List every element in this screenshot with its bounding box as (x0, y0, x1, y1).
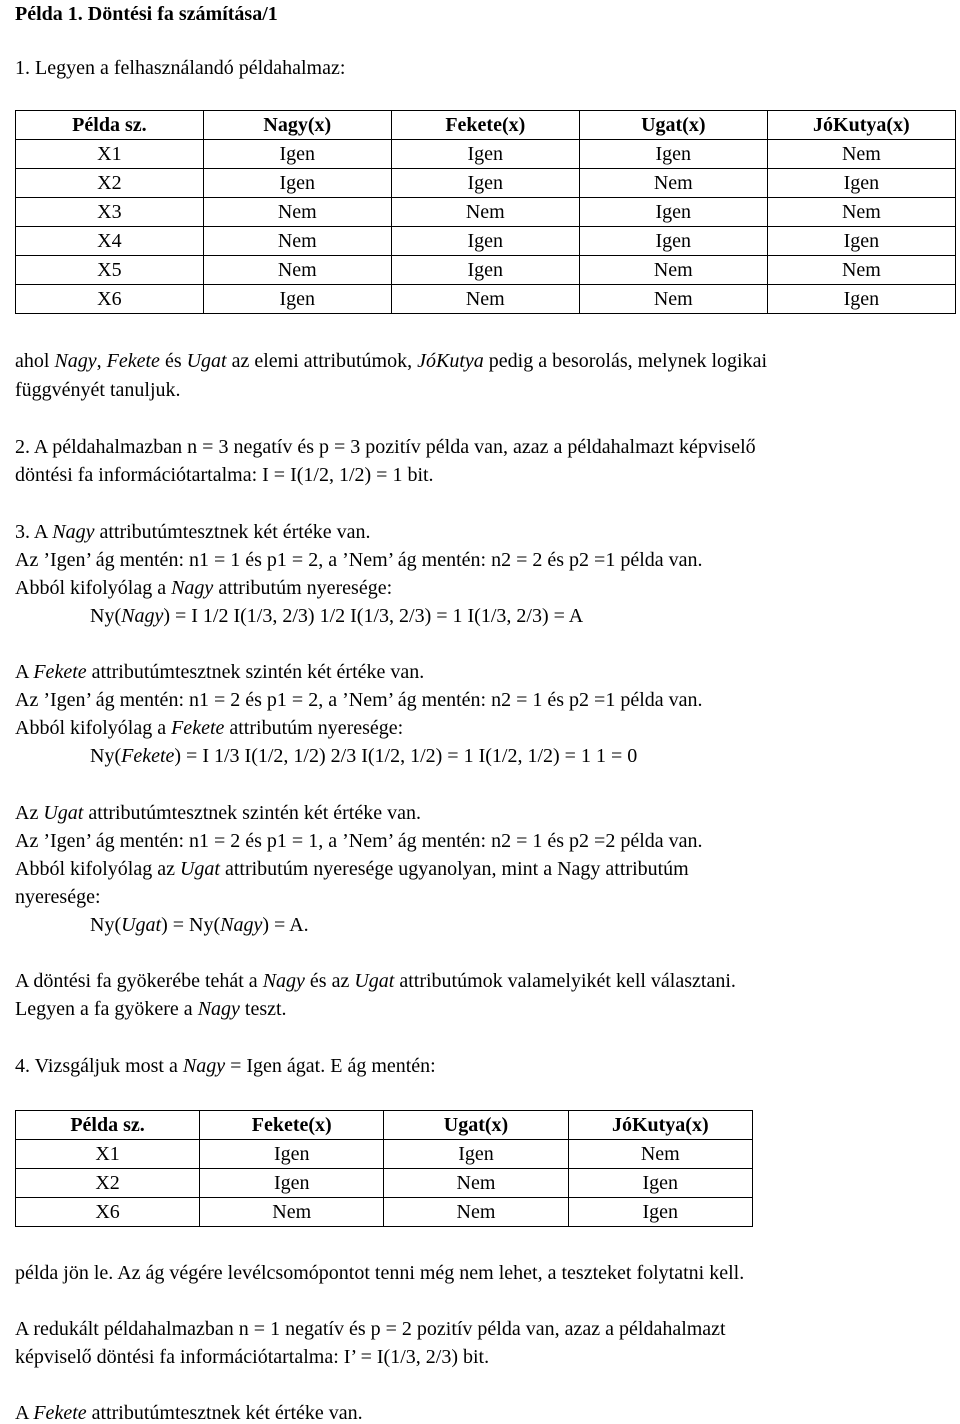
table-row (16, 1198, 753, 1227)
table-cell: Nem (203, 198, 391, 227)
header-cell: Nagy(x) (203, 111, 391, 140)
table-cell: Nem (203, 227, 391, 256)
example-table (15, 110, 956, 314)
table-row (16, 140, 956, 169)
fekete-test-heading-2: A Fekete attributúmtesztnek két értéke van. (15, 1402, 363, 1424)
header-cell: Fekete(x) (391, 111, 579, 140)
paragraph-info-content-cont: döntési fa információtartalma: I = I(1/2, 1/2) = 1 bit. (15, 464, 434, 486)
table-cell: Nem (391, 285, 579, 314)
table-row (16, 285, 956, 314)
branch-note: példa jön le. Az ág végére levélcsomópontot tenni még nem lehet, a teszteket folytatni kell. (15, 1262, 745, 1284)
table-cell: X1 (16, 1140, 200, 1169)
table-cell: Igen (384, 1140, 568, 1169)
table-cell: Nem (391, 198, 579, 227)
table-cell: X2 (16, 1169, 200, 1198)
table-cell: X3 (16, 198, 204, 227)
nagy-branch-counts: Az ’Igen’ ág mentén: n1 = 1 és p1 = 2, a ’Nem’ ág mentén: n2 = 2 és p2 =1 példa van. (15, 549, 703, 571)
table-cell: Nem (767, 140, 955, 169)
table-cell: X2 (16, 169, 204, 198)
header-cell: JóKutya(x) (767, 111, 955, 140)
table-row (16, 198, 956, 227)
nagy-test-heading: 3. A Nagy attributúmtesztnek két értéke van. (15, 521, 371, 543)
table-cell: Nem (767, 256, 955, 285)
paragraph-info-content: 2. A példahalmazban n = 3 negatív és p = 3 pozitív példa van, azaz a példahalmazt képviselő (15, 436, 756, 458)
table-cell: Igen (391, 227, 579, 256)
table-cell: Nem (568, 1140, 752, 1169)
table-cell: Nem (767, 198, 955, 227)
table-header-row (16, 111, 956, 140)
root-choice: A döntési fa gyökerébe tehát a Nagy és az Ugat attributúmok valamelyikét kell választani. (15, 970, 736, 992)
table-cell: Nem (203, 256, 391, 285)
table-cell: Igen (579, 227, 767, 256)
table-row (16, 227, 956, 256)
header-cell: Ugat(x) (384, 1111, 568, 1140)
branch-heading: 4. Vizsgáljuk most a Nagy = Igen ágat. E ág mentén: (15, 1055, 436, 1077)
table-cell: Igen (203, 285, 391, 314)
table-cell: Nem (384, 1169, 568, 1198)
table-cell: Igen (391, 140, 579, 169)
ugat-gain-intro-cont: nyeresége: (15, 886, 101, 908)
table-cell: Igen (767, 169, 955, 198)
fekete-test-heading: A Fekete attributúmtesztnek szintén két értéke van. (15, 661, 425, 683)
table-row (16, 1169, 753, 1198)
table-cell: X6 (16, 285, 204, 314)
reduced-example-table (15, 1110, 753, 1227)
table-cell: Igen (200, 1169, 384, 1198)
table-cell: X1 (16, 140, 204, 169)
header-cell: JóKutya(x) (568, 1111, 752, 1140)
nagy-gain-intro: Abból kifolyólag a Nagy attributúm nyeresége: (15, 577, 393, 599)
reduced-info-content-cont: képviselő döntési fa információtartalma: I’ = I(1/3, 2/3) bit. (15, 1346, 490, 1368)
root-choice-cont: Legyen a fa gyökere a Nagy teszt. (15, 998, 287, 1020)
table-cell: Igen (391, 256, 579, 285)
table-row (16, 256, 956, 285)
header-cell: Ugat(x) (579, 111, 767, 140)
table-cell: Igen (203, 169, 391, 198)
table-cell: Nem (200, 1198, 384, 1227)
table-cell: Nem (579, 169, 767, 198)
table-cell: Igen (767, 285, 955, 314)
table-row (16, 169, 956, 198)
table-cell: X5 (16, 256, 204, 285)
table-cell: Nem (579, 285, 767, 314)
fekete-gain-formula: Ny(Fekete) = I 1/3 I(1/2, 1/2) 2/3 I(1/2, 1/2) = 1 I(1/2, 1/2) = 1 1 = 0 (90, 745, 638, 767)
header-cell: Példa sz. (16, 1111, 200, 1140)
table-cell: Igen (579, 198, 767, 227)
table-row (16, 1140, 753, 1169)
table-header-row (16, 1111, 753, 1140)
header-cell: Példa sz. (16, 111, 204, 140)
table-cell: Igen (579, 140, 767, 169)
ugat-gain-intro: Abból kifolyólag az Ugat attributúm nyeresége ugyanolyan, mint a Nagy attributúm (15, 858, 689, 880)
table-cell: Igen (391, 169, 579, 198)
table-cell: X4 (16, 227, 204, 256)
nagy-gain-formula: Ny(Nagy) = I 1/2 I(1/3, 2/3) 1/2 I(1/3, 2/3) = 1 I(1/3, 2/3) = A (90, 605, 584, 627)
ugat-branch-counts: Az ’Igen’ ág mentén: n1 = 2 és p1 = 1, a ’Nem’ ág mentén: n2 = 1 és p2 =2 példa van. (15, 830, 703, 852)
table-cell: Igen (200, 1140, 384, 1169)
intro-text: 1. Legyen a felhasználandó példahalmaz: (15, 57, 346, 79)
table-cell: Igen (767, 227, 955, 256)
header-cell: Fekete(x) (200, 1111, 384, 1140)
ugat-test-heading: Az Ugat attributúmtesztnek szintén két értéke van. (15, 802, 421, 824)
table-cell: Nem (384, 1198, 568, 1227)
reduced-info-content: A redukált példahalmazban n = 1 negatív és p = 2 pozitív példa van, azaz a példahalmazt (15, 1318, 726, 1340)
paragraph-attributes: ahol Nagy, Fekete és Ugat az elemi attributúmok, JóKutya pedig a besorolás, melynek logikai (15, 350, 768, 372)
paragraph-attributes-cont: függvényét tanuljuk. (15, 379, 181, 401)
fekete-gain-intro: Abból kifolyólag a Fekete attributúm nyeresége: (15, 717, 404, 739)
table-cell: Igen (568, 1198, 752, 1227)
table-cell: Igen (203, 140, 391, 169)
table-cell: Igen (568, 1169, 752, 1198)
ugat-gain-formula: Ny(Ugat) = Ny(Nagy) = A. (90, 914, 309, 936)
table-cell: X6 (16, 1198, 200, 1227)
table-cell: Nem (579, 256, 767, 285)
fekete-branch-counts: Az ’Igen’ ág mentén: n1 = 2 és p1 = 2, a ’Nem’ ág mentén: n2 = 1 és p2 =1 példa van. (15, 689, 703, 711)
page-title: Példa 1. Döntési fa számítása/1 (15, 3, 278, 25)
